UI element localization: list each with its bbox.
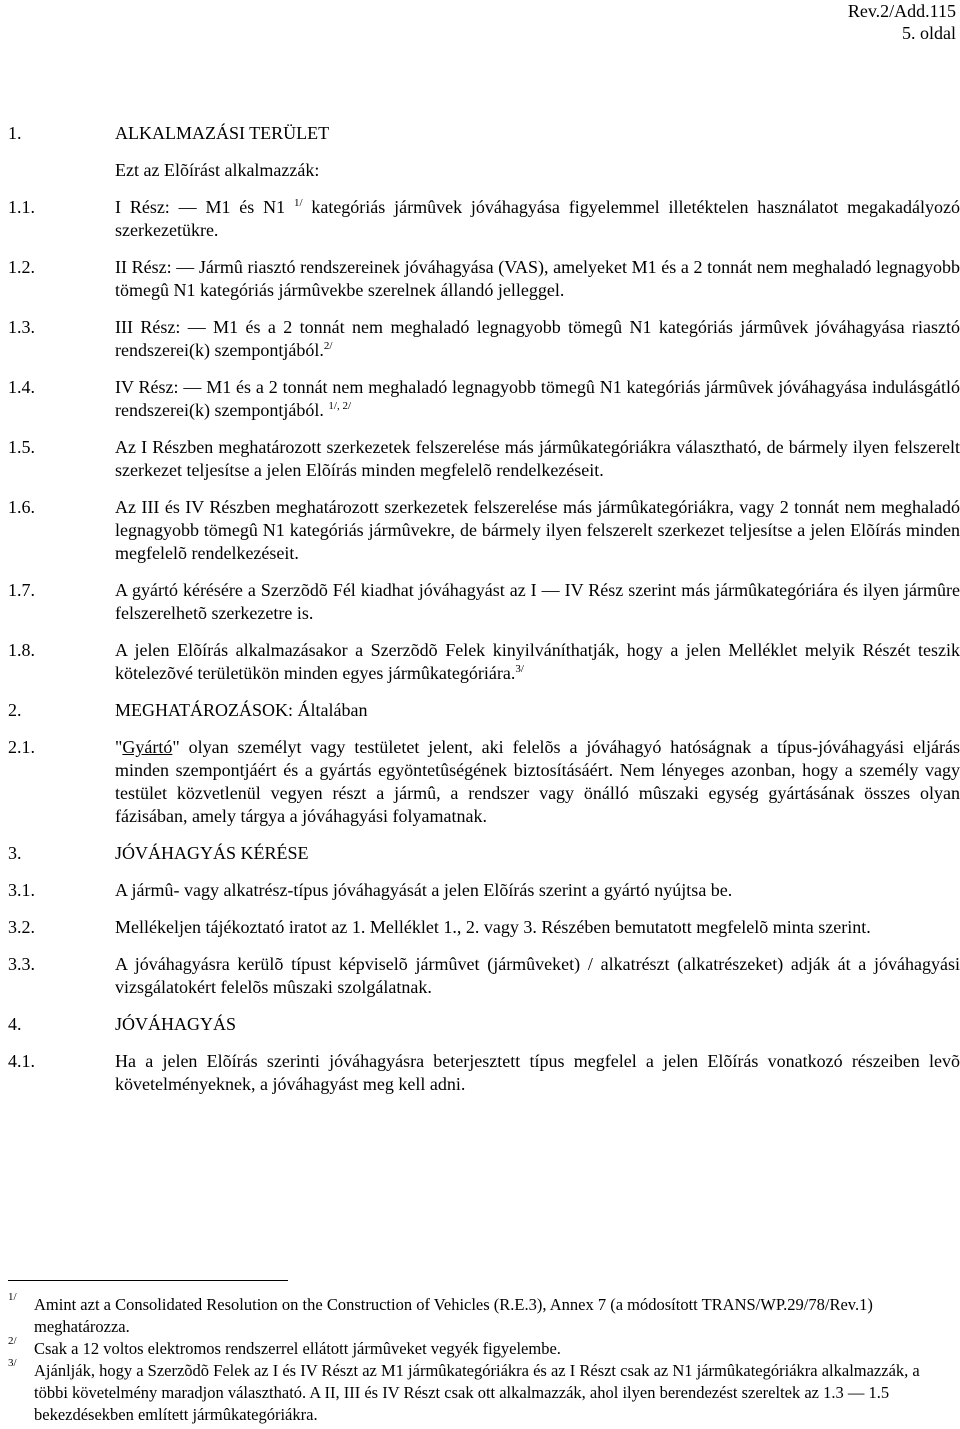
section-title: JÓVÁHAGYÁS <box>115 1014 237 1034</box>
paragraph-text: I Rész: ― M1 és N1 $^{1/}$ kategóriás jármûvek jóváhagyása figyelemmel illetéktelen használatot megakadályozó szerkezetükre. <box>115 197 960 240</box>
paragraph-number: 1.2. <box>8 257 35 277</box>
paragraph-text: "Gyártó" olyan személyt vagy testületet jelent, aki felelõs a jóváhagyó hatóságnak a típus-jóváhagyási eljárás minden szempontjáért és a gyártás egyöntetûségének biztosításáért. Nem lényeges azonban, hogy a személy vagy testület közvetlenül vegyen részt a jármû, a rendszer vagy önálló mûszaki egység gyártásának összes olyan fázisában, amely tárgya a jóváhagyási folyamatnak. <box>115 737 960 826</box>
paragraph-3-1 <box>8 879 960 902</box>
paragraph-text: IV Rész: ― M1 és a 2 tonnát nem meghaladó legnagyobb tömegû N1 kategóriás jármûvek jóváhagyása indulásgátló rendszerei(k) szempontjából. $^{1/, 2/}$ <box>115 377 960 420</box>
paragraph-text: A gyártó kérésére a Szerzõdõ Fél kiadhat jóváhagyást az I ― IV Rész szerint más jármûkategóriára és ilyen jármûre felszerelhetõ szerkezetre is. <box>115 580 960 623</box>
paragraph-text: II Rész: ― Jármû riasztó rendszereinek jóváhagyása (VAS), amelyeket M1 és a 2 tonnát nem meghaladó legnagyobb tömegû N1 kategóriás jármûvekbe szerelnek állandó jelleggel. <box>115 257 960 300</box>
paragraph-1-6 <box>8 496 960 565</box>
paragraph-1-4 <box>8 376 960 422</box>
defined-term: Gyártó <box>122 737 173 757</box>
section-1-intro <box>8 159 960 182</box>
section-4-heading <box>8 1013 960 1036</box>
footnote-1 <box>8 1291 952 1338</box>
paragraph-1-7 <box>8 579 960 625</box>
section-number: 4. <box>8 1014 22 1034</box>
footnote-3 <box>8 1357 952 1426</box>
footnote-marker: 2/ <box>8 1335 17 1347</box>
paragraph-number: 1.1. <box>8 197 35 217</box>
section-title: JÓVÁHAGYÁS KÉRÉSE <box>115 843 309 863</box>
paragraph-text: A jóváhagyásra kerülõ típust képviselõ jármûvet (jármûveket) / alkatrészt (alkatrészeket) adják át a jóváhagyási vizsgálatokért felelõs mûszaki szolgálatnak. <box>115 954 960 997</box>
paragraph-2-1 <box>8 736 960 828</box>
footnote-ref: 1/ <box>293 197 303 209</box>
paragraph-text: Az III és IV Részben meghatározott szerkezetek felszerelése más jármûkategóriákra, vagy 2 tonnát nem meghaladó legnagyobb tömegû N1 kategóriás jármûvekre, de bármely ilyen felszerelt szerkezet teljesítse a jelen Elõírás minden megfelelõ rendelkezéseit. <box>115 497 960 563</box>
paragraph-number: 1.3. <box>8 317 35 337</box>
paragraph-1-5 <box>8 436 960 482</box>
paragraph-1-3 <box>8 316 960 362</box>
paragraph-text: A jelen Elõírás alkalmazásakor a Szerzõdõ Felek kinyilváníthatják, hogy a jelen Melléklet melyik Részét teszik kötelezõvé területükön minden egyes jármûkategóriára.$^{3/}$ <box>115 640 960 683</box>
footnote-text: Amint azt a Consolidated Resolution on the Construction of Vehicles (R.E.3), Annex 7 (a módosított TRANS/WP.29/78/Rev.1) meghatározza. <box>34 1295 873 1336</box>
paragraph-number: 2.1. <box>8 737 35 757</box>
paragraph-number: 1.7. <box>8 580 35 600</box>
paragraph-number: 4.1. <box>8 1051 35 1071</box>
paragraph-number: 1.8. <box>8 640 35 660</box>
section-title: MEGHATÁROZÁSOK: Általában <box>115 700 368 720</box>
paragraph-number: 1.5. <box>8 437 35 457</box>
paragraph-text: III Rész: ― M1 és a 2 tonnát nem meghaladó legnagyobb tömegû N1 kategóriás jármûvek jóváhagyása riasztó rendszerei(k) szempontjából.$^{2/}$ <box>115 317 960 360</box>
section-title: ALKALMAZÁSI TERÜLET <box>115 123 330 143</box>
paragraph-number: 3.2. <box>8 917 35 937</box>
paragraph-number: 1.6. <box>8 497 35 517</box>
paragraph-4-1 <box>8 1050 960 1096</box>
footnote-2 <box>8 1335 952 1360</box>
footnote-ref: 2/ <box>323 340 333 352</box>
paragraph-number: 3.3. <box>8 954 35 974</box>
section-2-heading <box>8 699 960 722</box>
footnote-ref: 1/, 2/ <box>328 400 352 412</box>
page-header <box>848 0 956 44</box>
paragraph-3-2 <box>8 916 960 939</box>
page-number: 5. oldal <box>902 23 956 43</box>
section-1-heading <box>8 122 960 145</box>
footnote-marker: 3/ <box>8 1357 17 1369</box>
section-number: 2. <box>8 700 22 720</box>
paragraph-1-2 <box>8 256 960 302</box>
paragraph-text: Ha a jelen Elõírás szerinti jóváhagyásra beterjesztett típus megfelel a jelen Elõírás vonatkozó részeiben levõ követelményeknek, a jóváhagyást meg kell adni. <box>115 1051 960 1094</box>
paragraph-1-1 <box>8 196 960 242</box>
paragraph-1-8 <box>8 639 960 685</box>
footnote-marker: 1/ <box>8 1291 17 1303</box>
section-number: 3. <box>8 843 22 863</box>
footnote-text: Csak a 12 voltos elektromos rendszerrel ellátott jármûveket vegyék figyelembe. <box>34 1339 561 1358</box>
paragraph-number: 1.4. <box>8 377 35 397</box>
intro-text: Ezt az Elõírást alkalmazzák: <box>115 160 320 180</box>
document-body <box>8 122 960 1096</box>
paragraph-text: Az I Részben meghatározott szerkezetek felszerelése más jármûkategóriákra választható, de bármely ilyen felszerelt szerkezet teljesítse a jelen Elõírás minden megfelelõ rendelkezéseit. <box>115 437 960 480</box>
paragraph-text: A jármû- vagy alkatrész-típus jóváhagyását a jelen Elõírás szerint a gyártó nyújtsa be. <box>115 880 733 900</box>
paragraph-3-3 <box>8 953 960 999</box>
footnote-ref: 3/ <box>515 663 524 675</box>
document-reference: Rev.2/Add.115 <box>847 1 956 21</box>
paragraph-number: 3.1. <box>8 880 35 900</box>
paragraph-text: Mellékeljen tájékoztató iratot az 1. Melléklet 1., 2. vagy 3. Részében bemutatott megfelelõ minta szerint. <box>115 917 871 937</box>
section-3-heading <box>8 842 960 865</box>
footnote-text: Ajánlják, hogy a Szerzõdõ Felek az I és IV Részt az M1 jármûkategóriákra és az I Részt csak az N1 jármûkategóriákra alkalmazzák, a többi követelmény maradjon választható. A II, III és IV Részt csak ott alkalmazzák, ahol ilyen berendezést szereltek az 1.3 ― 1.5 bekezdésekben említett jármûkategóriákra. <box>34 1361 920 1424</box>
footnote-separator <box>8 1280 288 1281</box>
section-number: 1. <box>8 123 22 143</box>
